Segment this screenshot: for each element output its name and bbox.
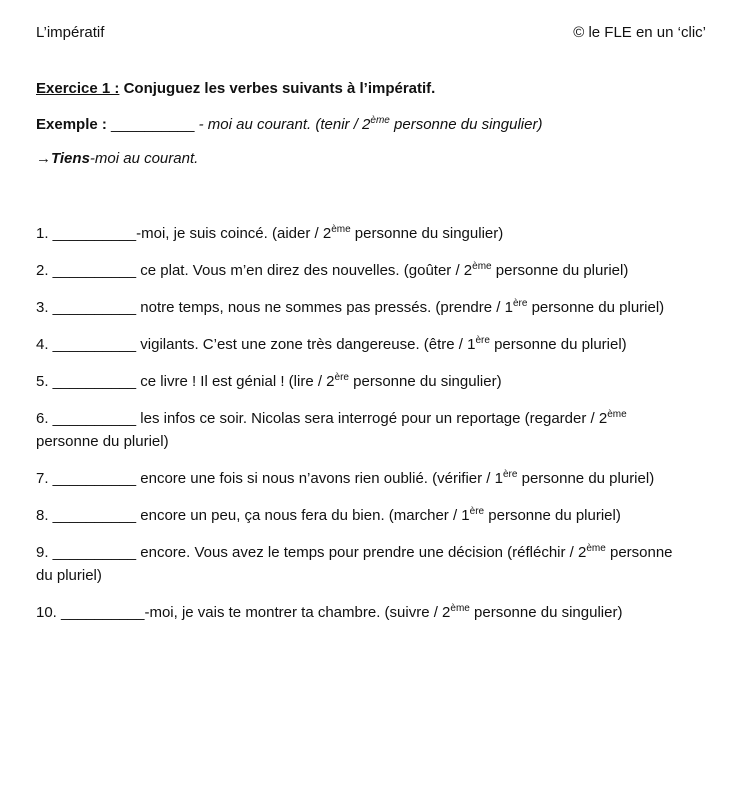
item-number: 2. (36, 262, 49, 279)
item-blank: __________ (48, 470, 137, 487)
item-sup: ème (450, 603, 470, 614)
item-blank: __________ (48, 225, 137, 242)
item-text-end: personne du singulier) (469, 604, 623, 621)
exercise-item (36, 370, 686, 393)
item-text-end: personne du singulier) (350, 225, 504, 242)
item-sup: ème (331, 224, 351, 235)
item-sup: ère (475, 335, 490, 346)
page-header (36, 22, 706, 44)
exercise-item (36, 541, 686, 587)
item-number: 10. (36, 604, 57, 621)
item-text-end: personne du pluriel) (484, 507, 621, 524)
item-number: 1. (36, 225, 49, 242)
item-number: 7. (36, 470, 49, 487)
exercise-items (36, 222, 696, 624)
item-text: ce livre ! Il est génial ! (lire / 2 (136, 373, 335, 390)
item-text: encore une fois si nous n’avons rien oublié. (vérifier / 1 (136, 470, 503, 487)
example-blank: __________ (106, 116, 199, 133)
header-title: L’impératif (36, 24, 105, 41)
answer-verb: Tiens (51, 150, 90, 167)
example-label: Exemple : (36, 116, 107, 133)
item-blank: __________ (56, 604, 145, 621)
item-text: -moi, je suis coincé. (aider / 2 (136, 225, 332, 242)
exercise-item (36, 504, 686, 527)
exercise-item (36, 259, 686, 282)
item-number: 9. (36, 544, 49, 561)
header-copyright: © le FLE en un ‘clic’ (573, 24, 706, 41)
item-text: les infos ce soir. Nicolas sera interrogé pour un reportage (regarder / 2 (136, 410, 608, 427)
item-text: encore. Vous avez le temps pour prendre une décision (réfléchir / 2 (136, 544, 587, 561)
item-text: notre temps, nous ne sommes pas pressés. (prendre / 1 (136, 299, 513, 316)
item-blank: __________ (48, 507, 137, 524)
item-number: 6. (36, 410, 49, 427)
item-sup: ère (469, 506, 485, 517)
exercise-title (36, 78, 696, 100)
item-blank: __________ (48, 410, 137, 427)
item-text-end: personne du pluriel) (36, 544, 673, 584)
item-blank: __________ (48, 336, 137, 353)
exercise-instruction: Conjuguez les verbes suivants à l’impératif. (119, 80, 436, 97)
item-blank: __________ (48, 373, 137, 390)
item-sup: ème (472, 261, 492, 272)
item-sup: ère (512, 298, 528, 309)
item-text: vigilants. C’est une zone très dangereuse. (être / 1 (136, 336, 476, 353)
arrow-icon: → (36, 150, 51, 167)
item-sup: ème (586, 543, 606, 554)
item-text-end: personne du pluriel) (517, 470, 655, 487)
item-text-end: personne du singulier) (348, 373, 502, 390)
exercise-item (36, 601, 686, 624)
example-text-after: personne du singulier) (389, 116, 543, 133)
item-blank: __________ (48, 262, 137, 279)
example-answer (36, 148, 696, 170)
item-number: 5. (36, 373, 49, 390)
item-number: 4. (36, 336, 49, 353)
worksheet-page (36, 22, 706, 638)
exercise-label: Exercice 1 : (36, 80, 120, 97)
example-sup: ème (370, 115, 390, 126)
item-sup: ère (334, 372, 349, 383)
example-text (199, 116, 543, 133)
item-sup: ème (607, 409, 627, 420)
item-blank: __________ (48, 299, 137, 316)
example-text-before: - moi au courant. (tenir / 2 (198, 116, 371, 133)
item-text: encore un peu, ça nous fera du bien. (marcher / 1 (136, 507, 470, 524)
exercise-item (36, 407, 686, 453)
item-text-end: personne du pluriel) (491, 262, 629, 279)
item-text-end: personne du pluriel) (527, 299, 665, 316)
answer-rest: -moi au courant. (89, 150, 199, 167)
item-number: 3. (36, 299, 49, 316)
exercise-item (36, 296, 686, 319)
item-blank: __________ (48, 544, 137, 561)
exercise-item (36, 467, 686, 490)
exercise-item (36, 333, 686, 356)
item-text: -moi, je vais te montrer ta chambre. (suivre / 2 (144, 604, 451, 621)
example-line (36, 114, 696, 136)
item-sup: ère (502, 469, 518, 480)
item-text-end: personne du pluriel) (36, 433, 169, 450)
item-text: ce plat. Vous m’en direz des nouvelles. (goûter / 2 (136, 262, 473, 279)
item-number: 8. (36, 507, 49, 524)
exercise-item (36, 222, 686, 245)
item-text-end: personne du pluriel) (489, 336, 627, 353)
